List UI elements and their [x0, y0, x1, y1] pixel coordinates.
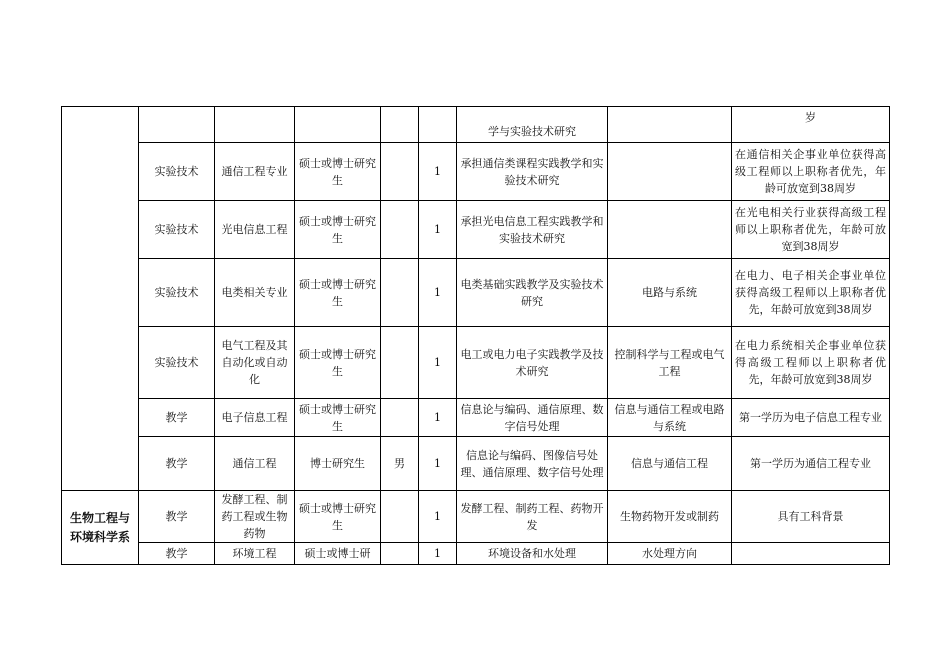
duty-cell: 信息论与编码、通信原理、数字信号处理 [457, 399, 608, 437]
table-row [62, 327, 890, 399]
degree-cell: 硕士或博士研究生 [295, 143, 381, 201]
gender-cell [381, 543, 419, 565]
degree-cell: 硕士或博士研究生 [295, 327, 381, 399]
major-cell: 通信工程专业 [215, 143, 295, 201]
research-cell: 电路与系统 [608, 259, 732, 327]
major-cell: 环境工程 [215, 543, 295, 565]
recruitment-table-page [61, 106, 889, 564]
gender-cell [381, 201, 419, 259]
research-cell: 生物药物开发或制药 [608, 491, 732, 543]
degree-cell [295, 107, 381, 143]
category-cell: 实验技术 [139, 259, 215, 327]
note-cell: 在通信相关企事业单位获得高级工程师以上职称者优先，年龄可放宽到38周岁 [732, 143, 890, 201]
major-cell: 电气工程及其自动化或自动化 [215, 327, 295, 399]
duty-cell: 电工或电力电子实践教学及技术研究 [457, 327, 608, 399]
duty-cell: 发酵工程、制药工程、药物开发 [457, 491, 608, 543]
count-cell [419, 107, 457, 143]
research-cell: 控制科学与工程或电气工程 [608, 327, 732, 399]
table-row [62, 543, 890, 565]
gender-cell: 男 [381, 437, 419, 491]
duty-cell: 学与实验技术研究 [457, 107, 608, 143]
table-row [62, 437, 890, 491]
note-cell: 第一学历为电子信息工程专业 [732, 399, 890, 437]
count-cell: 1 [419, 201, 457, 259]
research-cell: 水处理方向 [608, 543, 732, 565]
department-cell [62, 107, 139, 491]
research-cell [608, 201, 732, 259]
research-cell: 信息与通信工程 [608, 437, 732, 491]
degree-cell: 硕士或博士研究生 [295, 491, 381, 543]
category-cell: 教学 [139, 491, 215, 543]
degree-cell: 硕士或博士研 [295, 543, 381, 565]
category-cell: 教学 [139, 543, 215, 565]
note-cell [732, 543, 890, 565]
major-cell: 发酵工程、制药工程或生物药物 [215, 491, 295, 543]
degree-cell: 硕士或博士研究生 [295, 399, 381, 437]
category-cell: 实验技术 [139, 327, 215, 399]
note-cell: 在电力系统相关企事业单位获得高级工程师以上职称者优先，年龄可放宽到38周岁 [732, 327, 890, 399]
note-cell: 在光电相关行业获得高级工程师以上职称者优先，年龄可放宽到38周岁 [732, 201, 890, 259]
research-cell [608, 107, 732, 143]
research-cell: 信息与通信工程或电路与系统 [608, 399, 732, 437]
major-cell [215, 107, 295, 143]
note-cell: 具有工科背景 [732, 491, 890, 543]
gender-cell [381, 259, 419, 327]
table-row [62, 107, 890, 143]
count-cell: 1 [419, 437, 457, 491]
count-cell: 1 [419, 543, 457, 565]
duty-cell: 承担通信类课程实践教学和实验技术研究 [457, 143, 608, 201]
degree-cell: 博士研究生 [295, 437, 381, 491]
note-cell: 第一学历为通信工程专业 [732, 437, 890, 491]
gender-cell [381, 107, 419, 143]
major-cell: 光电信息工程 [215, 201, 295, 259]
department-cell: 生物工程与环境科学系 [62, 491, 139, 565]
category-cell: 实验技术 [139, 143, 215, 201]
gender-cell [381, 399, 419, 437]
count-cell: 1 [419, 399, 457, 437]
count-cell: 1 [419, 491, 457, 543]
gender-cell [381, 327, 419, 399]
duty-cell: 环境设备和水处理 [457, 543, 608, 565]
gender-cell [381, 143, 419, 201]
table-row [62, 143, 890, 201]
table-row [62, 491, 890, 543]
degree-cell: 硕士或博士研究生 [295, 201, 381, 259]
duty-cell: 承担光电信息工程实践教学和实验技术研究 [457, 201, 608, 259]
category-cell: 实验技术 [139, 201, 215, 259]
duty-cell: 信息论与编码、图像信号处理、通信原理、数字信号处理 [457, 437, 608, 491]
table-row [62, 259, 890, 327]
note-cell: 岁 [732, 107, 890, 143]
major-cell: 电子信息工程 [215, 399, 295, 437]
count-cell: 1 [419, 143, 457, 201]
count-cell: 1 [419, 259, 457, 327]
table-row [62, 201, 890, 259]
duty-cell: 电类基础实践教学及实验技术研究 [457, 259, 608, 327]
major-cell: 电类相关专业 [215, 259, 295, 327]
category-cell [139, 107, 215, 143]
category-cell: 教学 [139, 399, 215, 437]
major-cell: 通信工程 [215, 437, 295, 491]
gender-cell [381, 491, 419, 543]
count-cell: 1 [419, 327, 457, 399]
note-cell: 在电力、电子相关企事业单位获得高级工程师以上职称者优先，年龄可放宽到38周岁 [732, 259, 890, 327]
degree-cell: 硕士或博士研究生 [295, 259, 381, 327]
research-cell [608, 143, 732, 201]
recruitment-table [61, 106, 890, 565]
category-cell: 教学 [139, 437, 215, 491]
table-row [62, 399, 890, 437]
